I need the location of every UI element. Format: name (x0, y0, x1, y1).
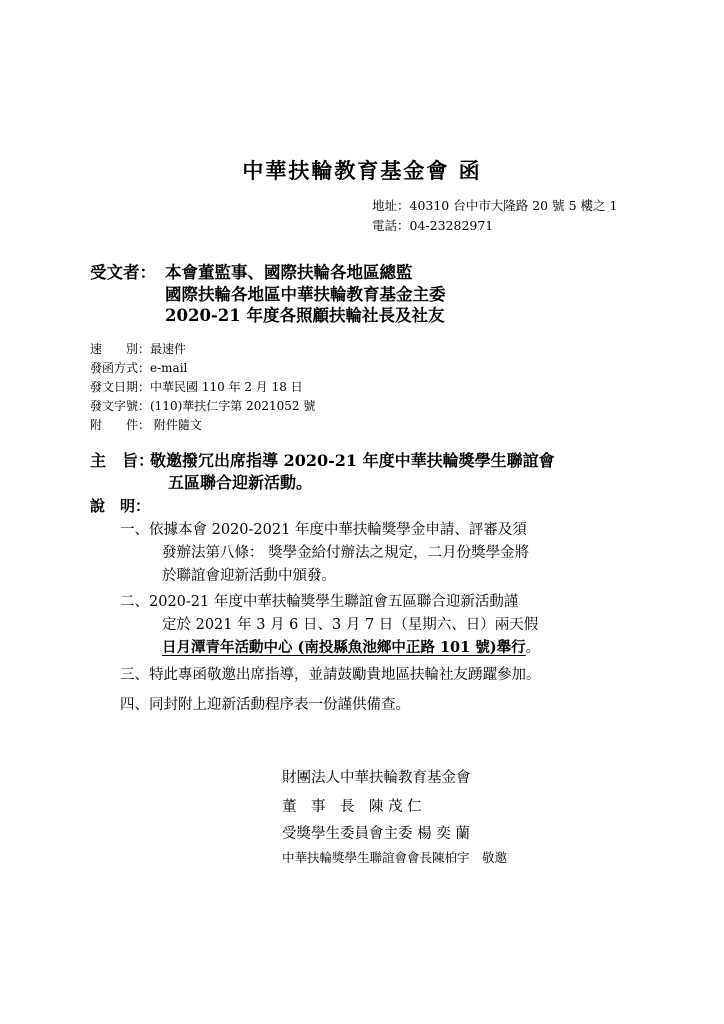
sender-phone: 電話：04-23282971 (372, 218, 494, 233)
signature-association-president: 中華扶輪獎學生聯誼會會長陳柏宇 敬邀 (282, 850, 508, 865)
signature-committee-chair: 受獎學生委員會主委 楊 奕 蘭 (282, 826, 470, 842)
explanation-item-1: 一、依據本會 2020-2021 年度中華扶輪獎學金申請、評審及須 (120, 522, 527, 538)
letter-title: 中華扶輪教育基金會 函 (242, 158, 482, 183)
explanation-item-1-cont: 發辦法第八條： 獎學金給付辦法之規定，二月份獎學金將 (162, 545, 530, 561)
explanation-item-3: 三、特此專函敬邀出席指導，並請鼓勵貴地區扶輪社友踴躍參加。 (120, 667, 541, 683)
meta-attachment: 附 件： 附件隨文 (90, 418, 202, 432)
subject-line: 五區聯合迎新活動。 (168, 473, 313, 492)
explanation-item-2-cont: 定於 2021 年 3 月 6 日、3 月 7 日（星期六、日）兩天假 (162, 617, 539, 633)
signature-chairman: 董 事 長 陳 茂 仁 (282, 799, 422, 815)
explanation-item-2: 二、2020-21 年度中華扶輪獎學生聯誼會五區聯合迎新活動謹 (120, 594, 519, 610)
explanation-label: 說 明： (90, 497, 151, 515)
meta-document-number: 發文字號：(110)華扶仁字第 2021052 號 (90, 399, 316, 413)
subject-line: 敬邀撥冗出席指導 2020-21 年度中華扶輪獎學生聯誼會 (150, 451, 555, 470)
explanation-item-1-cont: 於聯誼會迎新活動中頒發。 (162, 568, 336, 584)
meta-delivery-method: 發函方式：e-mail (90, 361, 188, 375)
explanation-item-4: 四、同封附上迎新活動程序表一份謹供備查。 (120, 697, 410, 713)
venue-period: 。 (525, 640, 541, 656)
signature-organization: 財團法人中華扶輪教育基金會 (282, 770, 471, 786)
recipient-line: 2020-21 年度各照顧扶輪社長及社友 (165, 306, 445, 325)
subject-label: 主 旨： (90, 451, 155, 470)
recipient-line: 本會董監事、國際扶輪各地區總監 (165, 263, 413, 282)
meta-issue-date: 發文日期：中華民國 110 年 2 月 18 日 (90, 380, 303, 394)
sender-address: 地址：40310 台中市大隆路 20 號 5 樓之 1 (372, 198, 618, 213)
explanation-item-2-venue-line (162, 636, 540, 657)
recipients-label: 受文者： (90, 263, 156, 282)
venue-text: 日月潭青年活動中心 (南投縣魚池鄉中正路 101 號)舉行 (162, 639, 526, 656)
meta-urgency: 速 別：最速件 (90, 342, 187, 356)
recipient-line: 國際扶輪各地區中華扶輪教育基金主委 (165, 285, 446, 304)
